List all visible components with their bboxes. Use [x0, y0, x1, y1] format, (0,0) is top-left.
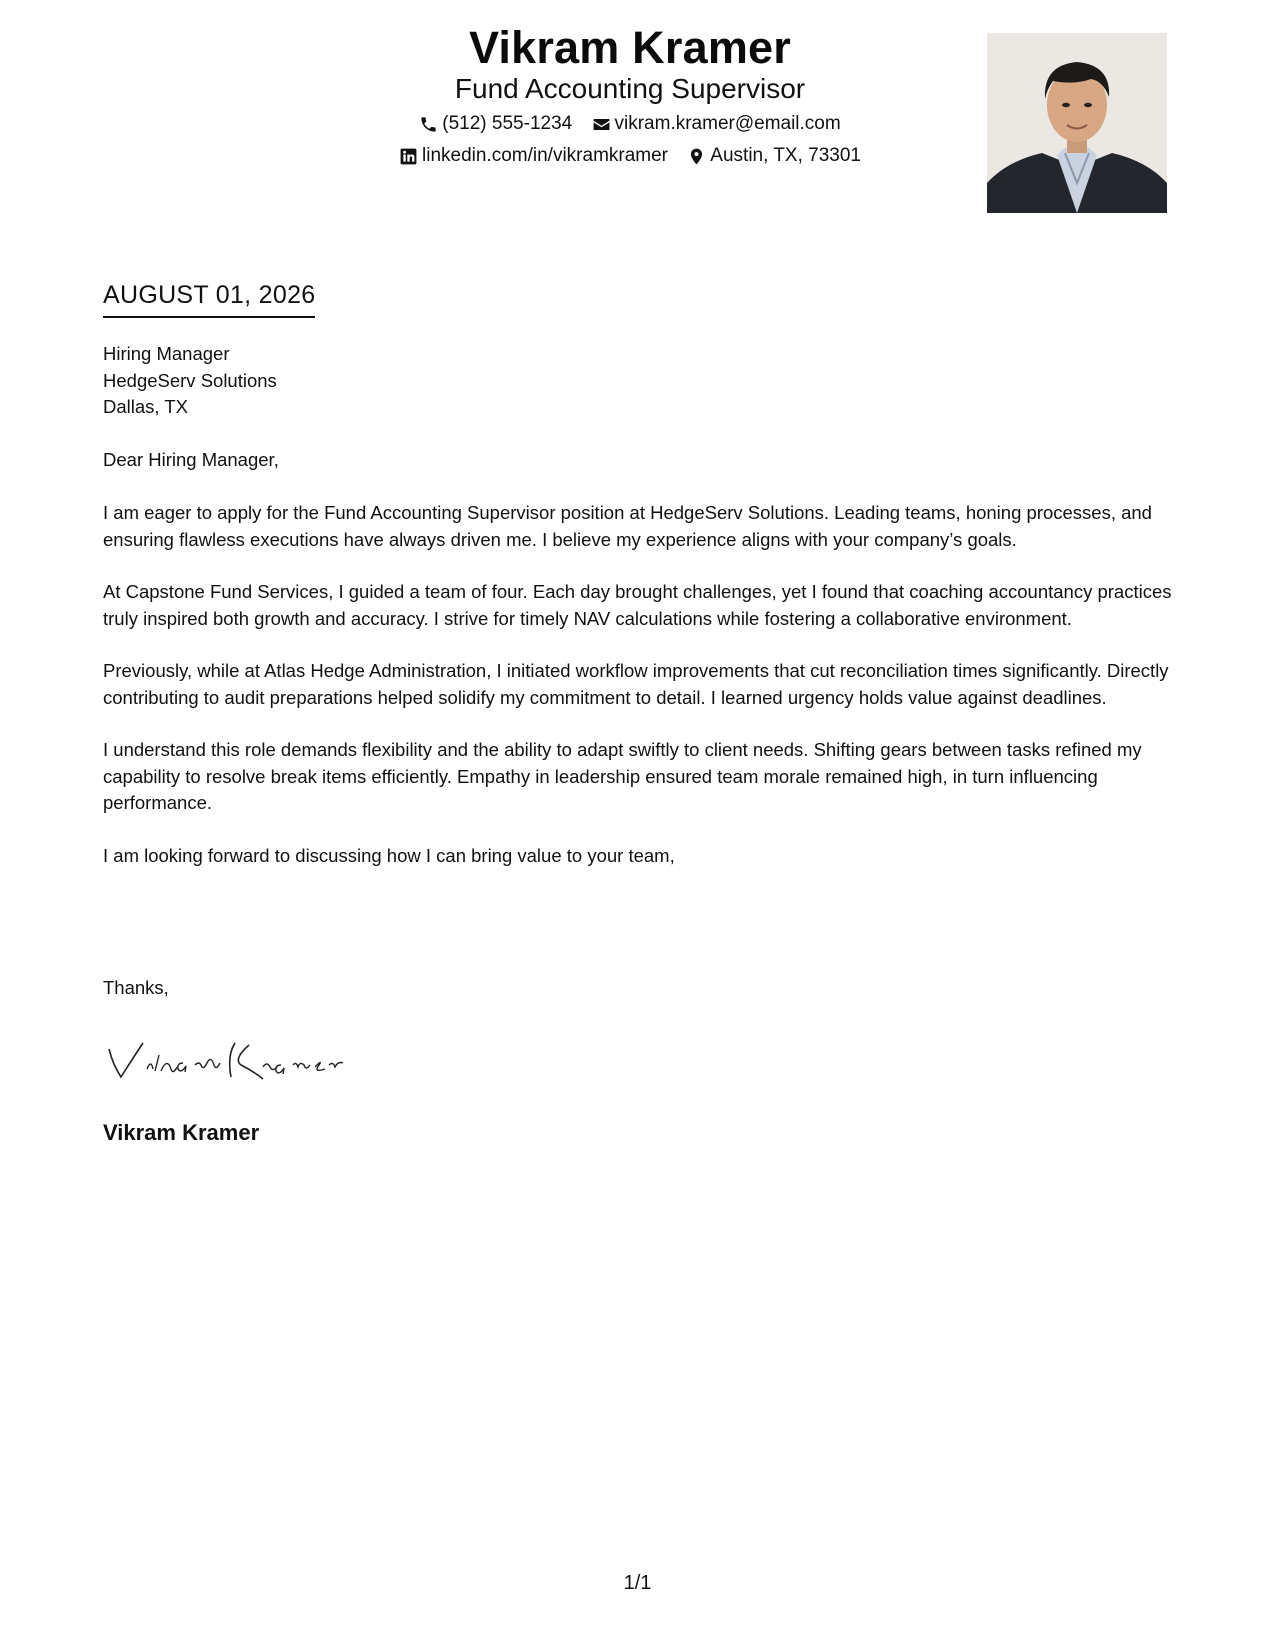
contact-linkedin[interactable]: [399, 145, 668, 167]
envelope-icon: [592, 115, 611, 134]
body-paragraph: Previously, while at Atlas Hedge Administration, I initiated workflow improvements that cut reconciliation times significantly. Directly contributing to audit preparations helped solidify my commitment to detail. I learned urgency holds value against deadlines.: [103, 660, 1169, 708]
recipient-line: HedgeServ Solutions: [103, 369, 277, 391]
contact-phone[interactable]: [419, 113, 572, 135]
recipient-line: Dallas, TX: [103, 396, 188, 417]
linkedin-text: linkedin.com/in/vikramkramer: [422, 145, 669, 166]
letter-body: [103, 500, 1178, 895]
applicant-title: Fund Accounting Supervisor: [454, 73, 806, 104]
letter-header: [0, 0, 1275, 230]
closing: Thanks,: [103, 977, 169, 998]
body-paragraph: I am looking forward to discussing how I can bring value to your team,: [103, 844, 675, 866]
handwritten-signature: [103, 1035, 363, 1087]
profile-photo: [987, 33, 1167, 213]
recipient-line: Hiring Manager: [103, 343, 230, 364]
letter-date: AUGUST 01, 2026: [103, 281, 315, 318]
body-paragraph: I am eager to apply for the Fund Accounting Supervisor position at HedgeServ Solutions. Leading teams, honing processes, and ensuring flawless executions have always driven me. I believe my experience aligns with your company’s goals.: [103, 502, 1152, 550]
portrait-image: [987, 33, 1167, 213]
signature-drawing: [103, 1035, 363, 1087]
contact-location: [687, 145, 861, 167]
phone-icon: [419, 115, 438, 134]
linkedin-icon: [399, 147, 418, 166]
body-paragraph: At Capstone Fund Services, I guided a team of four. Each day brought challenges, yet I found that coaching accountancy practices truly inspired both growth and accuracy. I strive for timely NAV calculations while fostering a collaborative environment.: [103, 581, 1172, 629]
location-text: Austin, TX, 73301: [710, 145, 861, 166]
signer-name: Vikram Kramer: [103, 1120, 260, 1145]
recipient-block: [103, 341, 277, 421]
contact-email[interactable]: [592, 113, 841, 135]
email-text: vikram.kramer@email.com: [614, 113, 841, 134]
phone-text: (512) 555-1234: [442, 113, 573, 134]
page-number: 1/1: [623, 1572, 652, 1594]
applicant-name: Vikram Kramer: [469, 22, 791, 73]
salutation: Dear Hiring Manager,: [103, 449, 279, 470]
body-paragraph: I understand this role demands flexibility and the ability to adapt swiftly to client needs. Shifting gears between tasks refined my capability to resolve break items efficiently. Empathy in leadership ensured team morale remained high, in turn influencing performance.: [103, 739, 1142, 813]
map-pin-icon: [687, 147, 706, 166]
